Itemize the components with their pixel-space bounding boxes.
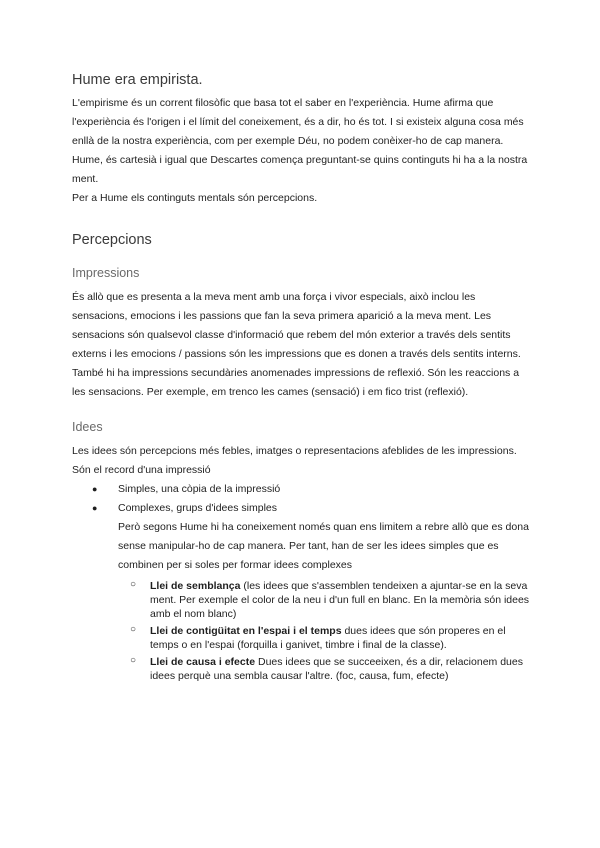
circle-bullet-icon: ○ [130, 624, 137, 635]
laws-list [118, 579, 532, 683]
law-title: Llei de semblança [150, 580, 241, 592]
law-title: Llei de causa i efecte [150, 656, 256, 668]
law-text: (les idees que s'assemblen tendeixen a ajuntar-se en la seva ment. Per exemple el color de la neu i d'un full en blanc. En la memòria són idees amb el nom blanc) [150, 580, 530, 620]
intro-heading: Hume era empirista. [72, 72, 203, 88]
circle-bullet-icon: ○ [130, 655, 137, 666]
list-item-simples [92, 480, 532, 499]
percepcions-heading: Percepcions [72, 232, 152, 248]
law-item-contiguitat [130, 624, 532, 652]
impressions-paragraph-1: És allò que es presenta a la meva ment amb una força i vivor especials, això inclou les sensacions, emocions i les passions que fan la seva primera aparició a la meva ment. Les sensacions són qualsevol classe d'informació que rebem del món exterior a través dels sentits externs i les emocions / passions són les impressions que es donen a través dels sentits interns. [72, 291, 521, 360]
idees-paragraph: Les idees són percepcions més febles, imatges o representacions afeblides de les impressions. Són el record d'una impressió [72, 445, 517, 476]
list-item-complexes [92, 499, 532, 683]
law-title: Llei de contigüitat en l'espai i el temps [150, 625, 342, 637]
law-text: Dues idees que se succeeixen, és a dir, relacionem dues idees perquè una sembla causar l'altre. (foc, causa, fum, efecte) [150, 656, 523, 682]
list-item-text: Complexes, grups d'idees simples [118, 502, 277, 514]
idees-heading: Idees [72, 420, 103, 434]
list-item-detail: Però segons Hume hi ha coneixement només quan ens limitem a rebre allò que es dona sense manipular-ho de cap manera. Per tant, han de ser les idees simples que es combinen per si soles per formar idees complexes [118, 521, 529, 571]
circle-bullet-icon: ○ [130, 579, 137, 590]
document-page [72, 70, 532, 686]
idees-list [72, 480, 532, 683]
list-item-text: Simples, una còpia de la impressió [118, 483, 281, 495]
law-item-semblanca [130, 579, 532, 621]
law-item-causa-efecte [130, 655, 532, 683]
bullet-icon: ● [92, 503, 98, 513]
bullet-icon: ● [92, 484, 98, 494]
impressions-heading: Impressions [72, 266, 140, 280]
law-text: dues idees que són properes en el temps o en l'espai (forquilla i ganivet, timbre i final de la classe). [150, 625, 506, 651]
intro-paragraph-3: Per a Hume els continguts mentals són percepcions. [72, 192, 318, 204]
intro-paragraph-2: Hume, és cartesià i igual que Descartes comença preguntant-se quins continguts hi ha a la nostra ment. [72, 154, 528, 185]
intro-paragraph-1: L'empirisme és un corrent filosòfic que basa tot el saber en l'experiència. Hume afirma que l'experiència és l'origen i el límit del coneixement, és a dir, ho és tot. I si existeix alguna cosa més enllà de la nostra experiència, com per exemple Déu, no podem conèixer-ho de cap manera. [72, 97, 524, 147]
impressions-paragraph-2: També hi ha impressions secundàries anomenades impressions de reflexió. Són les reaccions a les sensacions. Per exemple, em trenco les cames (sensació) i em fico trist (reflexió). [72, 367, 520, 398]
